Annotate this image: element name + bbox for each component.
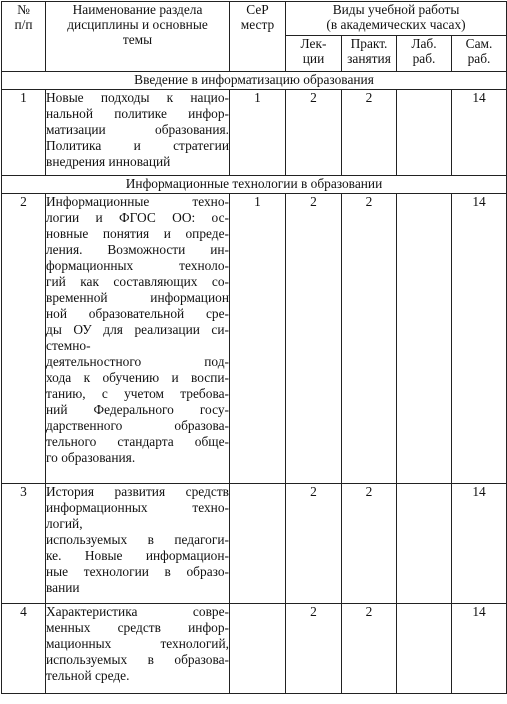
header-num-line: №	[17, 2, 30, 17]
header-name-line: темы	[122, 32, 153, 47]
header-types-line: (в академических часах)	[326, 17, 466, 32]
row-lab	[397, 194, 452, 484]
row-self: 14	[452, 484, 507, 604]
header-lab	[397, 36, 452, 72]
topic-line: гий как составляющих со-	[46, 274, 229, 289]
header-semester-line: местр	[240, 17, 275, 32]
topic-line: ды ОУ для реализации си-	[46, 322, 229, 337]
row-self: 14	[452, 604, 507, 694]
topic-line: История развития средств	[46, 484, 229, 499]
row-semester	[230, 484, 286, 604]
topic-line: тельной среде.	[46, 668, 130, 683]
table-body	[2, 72, 507, 694]
header-lab-line: Лаб.	[411, 36, 437, 51]
topic-line: используемых в педагоги-	[46, 532, 229, 547]
topic-line: информационных техно-	[46, 500, 229, 515]
topic-line: логии и ФГОС ОО: ос-	[46, 210, 229, 225]
row-number: 1	[2, 90, 46, 176]
topic-line: временной информацион	[46, 290, 229, 305]
row-topic	[46, 194, 230, 484]
topic-line: стемно-	[46, 338, 91, 353]
row-lab	[397, 484, 452, 604]
row-topic	[46, 604, 230, 694]
row-practice: 2	[342, 484, 397, 604]
header-self-line: Сам.	[465, 36, 493, 51]
header-num	[2, 2, 46, 72]
header-num-line: п/п	[14, 17, 33, 32]
topic-line: Информационные техно-	[46, 194, 229, 209]
topic-line: тельного стандарта обще-	[46, 434, 229, 449]
topic-line: деятельностного под-	[46, 354, 229, 369]
table-row	[2, 194, 507, 484]
header-lectures	[286, 36, 342, 72]
topic-line: мационных технологий,	[46, 636, 229, 651]
topic-line: менных средств инфор-	[46, 620, 229, 635]
row-number: 4	[2, 604, 46, 694]
row-semester: 1	[230, 90, 286, 176]
topic-line: Политика и стратегии	[46, 138, 229, 153]
topic-line: хода к обучению и воспи-	[46, 370, 229, 385]
topic-line: нальной политике инфор-	[46, 106, 229, 121]
row-practice: 2	[342, 604, 397, 694]
header-name	[46, 2, 230, 72]
topic-line: используемых в образова-	[46, 652, 229, 667]
topic-line: Характеристика совре-	[46, 604, 229, 619]
table-row	[2, 604, 507, 694]
topic-line: Новые подходы к нацио-	[46, 90, 229, 105]
topic-line: ной образовательной сре-	[46, 306, 229, 321]
topic-line: новные понятия и опреде-	[46, 226, 229, 241]
header-lectures-line: Лек-	[300, 36, 327, 51]
row-self: 14	[452, 194, 507, 484]
topic-line: ке. Новые информацион-	[46, 548, 229, 563]
header-practice-line: Практ.	[350, 36, 388, 51]
section-row	[2, 176, 507, 194]
row-lectures: 2	[286, 90, 342, 176]
header-practice	[342, 36, 397, 72]
row-semester	[230, 604, 286, 694]
header-semester-line: СеР	[246, 2, 269, 17]
topic-line: го образования.	[46, 450, 136, 465]
row-topic	[46, 90, 230, 176]
row-topic	[46, 484, 230, 604]
header-lab-line: раб.	[412, 51, 436, 66]
topic-line: ные технологии в образо-	[46, 564, 229, 579]
row-lectures: 2	[286, 604, 342, 694]
topic-line: дарственного образова-	[46, 418, 229, 433]
topic-line: вании	[46, 580, 80, 595]
header-types-line: Виды учебной работы	[332, 2, 460, 17]
table-header	[2, 2, 507, 72]
table-row	[2, 90, 507, 176]
row-lab	[397, 604, 452, 694]
row-lectures: 2	[286, 194, 342, 484]
row-semester: 1	[230, 194, 286, 484]
row-lab	[397, 90, 452, 176]
topic-line: танию, с учетом требова-	[46, 386, 229, 401]
topic-line: матизации образования.	[46, 122, 229, 137]
syllabus-table	[1, 1, 507, 694]
topic-line: внедрения инноваций	[46, 154, 171, 169]
topic-line: логий,	[46, 516, 83, 531]
header-semester	[230, 2, 286, 72]
topic-line: ний Федерального госу-	[46, 402, 229, 417]
header-name-line: Наименование раздела	[72, 2, 203, 17]
header-name-line: дисциплины и основные	[67, 17, 208, 32]
section-title: Информационные технологии в образовании	[2, 176, 507, 194]
row-number: 2	[2, 194, 46, 484]
section-title: Введение в информатизацию образования	[2, 72, 507, 90]
row-practice: 2	[342, 194, 397, 484]
header-practice-line: занятия	[347, 51, 391, 66]
row-self: 14	[452, 90, 507, 176]
topic-line: ления. Возможности ин-	[46, 242, 229, 257]
header-self	[452, 36, 507, 72]
topic-line: формационных техноло-	[46, 258, 229, 273]
header-lectures-line: ции	[302, 51, 325, 66]
header-self-line: раб.	[467, 51, 491, 66]
row-lectures: 2	[286, 484, 342, 604]
row-number: 3	[2, 484, 46, 604]
section-row	[2, 72, 507, 90]
table-row	[2, 484, 507, 604]
header-work-types	[286, 2, 507, 36]
row-practice: 2	[342, 90, 397, 176]
